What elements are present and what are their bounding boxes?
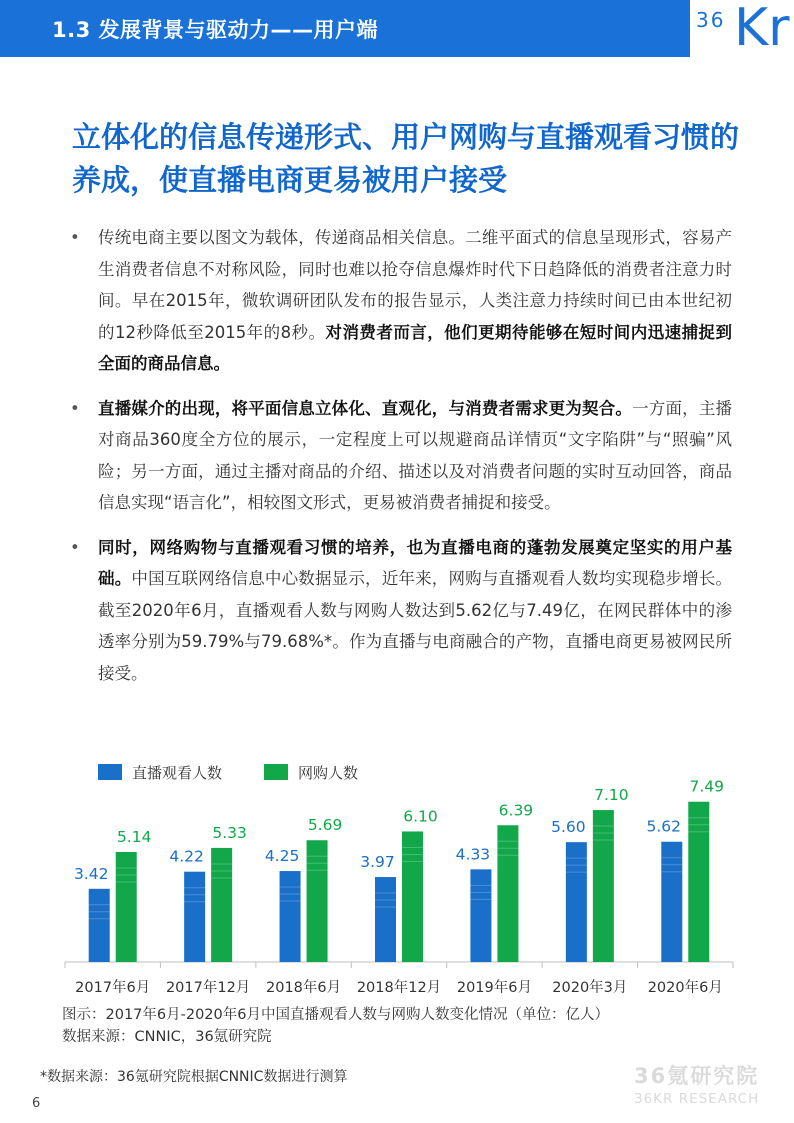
data-label: 5.69 bbox=[307, 816, 343, 835]
data-label: 3.42 bbox=[73, 864, 109, 883]
bar-live-viewers bbox=[470, 869, 491, 962]
bullet-text: 传统电商主要以图文为载体，传递商品相关信息。二维平面式的信息呈现形式，容易产生消费者信息不对称风险，同时也难以抢夺信息爆炸时代下日趋降低的消费者注意力时间。早在2015年，微软调研团队发布的报告显示，人类注意力持续时间已由本世纪初的12秒降低至2015年的8秒。 bbox=[98, 228, 732, 342]
bar-live-viewers bbox=[375, 877, 396, 962]
caption-source: 数据来源：CNNIC，36氪研究院 bbox=[62, 1029, 272, 1045]
bar-online-shoppers bbox=[211, 848, 232, 962]
data-label: 3.97 bbox=[360, 853, 395, 872]
data-label: 4.22 bbox=[169, 847, 204, 866]
bar-live-viewers bbox=[184, 872, 205, 962]
x-tick-label: 2019年6月 bbox=[456, 980, 532, 996]
caption-figure: 图示：2017年6月-2020年6月中国直播观看人数与网购人数变化情况（单位：亿人） bbox=[62, 1007, 609, 1023]
bullet-text: 一方面，主播对商品360度全方位的展示，一定程度上可以规避商品详情页“文字陷阱”与“照骗”风险；另一方面，通过主播对商品的介绍、描述以及对消费者问题的实时互动回答，商品信息实现“语言化”，相较图文形式，更易被消费者捕捉和接受。 bbox=[98, 398, 733, 512]
bar-online-shoppers bbox=[497, 825, 518, 962]
x-tick-label: 2018年12月 bbox=[356, 980, 442, 996]
logo-digits: 36 bbox=[696, 8, 726, 32]
data-label: 7.49 bbox=[689, 777, 725, 796]
legend-label: 网购人数 bbox=[298, 764, 359, 782]
legend-label: 直播观看人数 bbox=[132, 764, 223, 782]
data-label: 6.39 bbox=[498, 801, 534, 820]
data-label: 5.14 bbox=[116, 828, 152, 847]
section-title: 1.3 发展背景与驱动力——用户端 bbox=[52, 18, 379, 42]
x-tick-label: 2017年12月 bbox=[165, 980, 251, 996]
bar-online-shoppers bbox=[307, 840, 328, 962]
bullet-bold-text: 对消费者而言，他们更期待能够在短时间内迅速捕捉到全面的商品信息。 bbox=[98, 322, 732, 373]
x-tick-label: 2017年6月 bbox=[75, 980, 151, 996]
x-tick-label: 2020年6月 bbox=[647, 980, 723, 996]
data-label: 5.62 bbox=[646, 817, 682, 836]
data-label: 4.33 bbox=[455, 845, 491, 864]
data-label: 6.10 bbox=[403, 807, 438, 826]
footnote: *数据来源：36氪研究院根据CNNIC数据进行测算 bbox=[40, 1069, 348, 1085]
bullet-text: 中国互联网络信息中心数据显示，近年来，网购与直播观看人数均实现稳步增长。截至2020年6月，直播观看人数与网购人数达到5.62亿与7.49亿，在网民群体中的渗透率分别为59.79%与79.68%*。作为直播与电商融合的产物，直播电商更易被网民所接受。 bbox=[98, 569, 733, 683]
data-label: 4.25 bbox=[264, 847, 300, 866]
data-label: 5.33 bbox=[212, 823, 247, 842]
page-number: 6 bbox=[32, 1096, 41, 1111]
data-label: 5.60 bbox=[551, 818, 586, 837]
bar-online-shoppers bbox=[688, 802, 709, 962]
figure-caption bbox=[62, 1004, 609, 1048]
page-headline: 立体化的信息传递形式、用户网购与直播观看习惯的养成，使直播电商更易被用户接受 bbox=[72, 120, 740, 197]
bar-live-viewers bbox=[89, 889, 110, 962]
x-tick-label: 2018年6月 bbox=[266, 980, 342, 996]
bar-live-viewers bbox=[280, 871, 301, 962]
bar-live-viewers bbox=[661, 842, 682, 962]
data-label: 7.10 bbox=[594, 786, 629, 805]
watermark-line1: 36氪研究院 bbox=[634, 1064, 760, 1088]
bar-live-viewers bbox=[566, 842, 587, 962]
watermark bbox=[634, 1060, 759, 1107]
bullet-bold-text: 同时，网络购物与直播观看习惯的培养，也为直播电商的蓬勃发展奠定坚实的用户基础。 bbox=[98, 537, 732, 588]
watermark-line2: 36KR RESEARCH bbox=[634, 1091, 760, 1107]
bullet-bold-text: 直播媒介的出现，将平面信息立体化、直观化，与消费者需求更为契合。 bbox=[98, 398, 633, 418]
bar-online-shoppers bbox=[402, 831, 423, 962]
logo-letters: Kr bbox=[734, 0, 790, 58]
x-tick-label: 2020年3月 bbox=[552, 980, 628, 996]
